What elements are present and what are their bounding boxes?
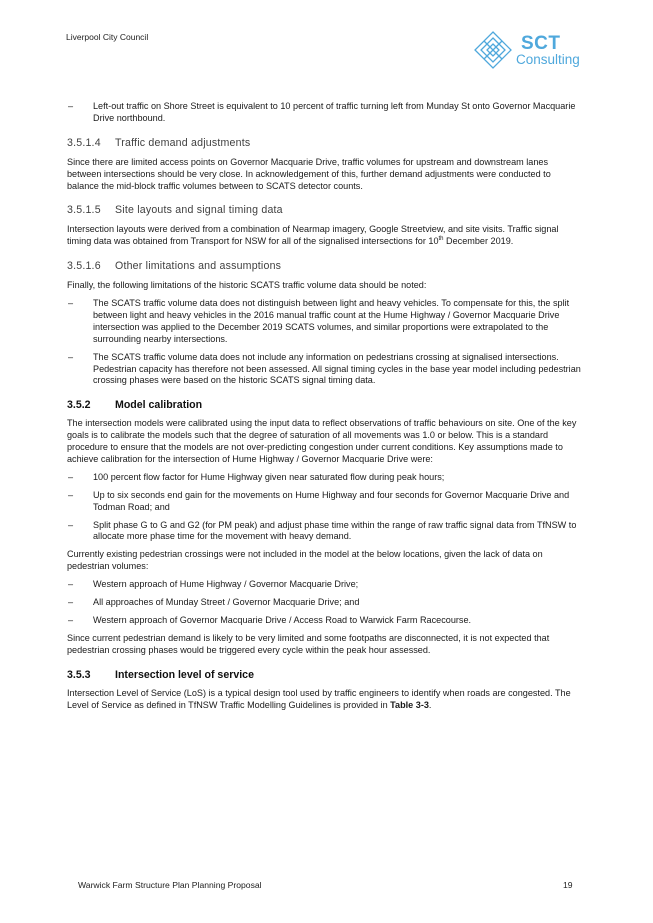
list-item: – Split phase G to G and G2 (for PM peak) and adjust phase time within the range of raw traffic signal data from TfNSW to allocate more phase time for the movement with heavy demand. <box>68 519 577 542</box>
paragraph: Intersection layouts were derived from a combination of Nearmap imagery, Google Streetview, and site visits. Traffic signal timing data was obtained from Transport for NSW for all of the signalised intersections for 10th December 2019. <box>67 224 559 247</box>
section-heading-352: 3.5.2 Model calibration <box>67 399 203 412</box>
paragraph: Intersection Level of Service (LoS) is a typical design tool used by traffic engineers to identify when roads are congested. The Level of Service as defined in TfNSW Traffic Modelling Guidelines is provided in Table 3-3. <box>67 687 571 710</box>
table-reference: Table 3-3 <box>390 699 429 710</box>
list-item: – All approaches of Munday Street / Governor Macquarie Drive; and <box>68 597 360 608</box>
header-council-name: Liverpool City Council <box>66 32 149 42</box>
paragraph: Since there are limited access points on Governor Macquarie Drive, traffic volumes for upstream and downstream lanes between intersections should be very close. In acknowledgement of this, further demand adjustments were conducted to balance the mid-block traffic volumes between to SCATS detector counts. <box>67 156 551 191</box>
main-content <box>67 101 581 717</box>
paragraph: Currently existing pedestrian crossings were not included in the model at the below locations, given the lack of data on pedestrian volumes: <box>67 549 543 572</box>
diamond-logo-icon <box>471 30 519 70</box>
section-heading-3515: 3.5.1.5 Site layouts and signal timing data <box>67 204 283 217</box>
list-item: – The SCATS traffic volume data does not include any information on pedestrians crossing at signalised intersections. Pedestrian capacity has therefore not been assessed. All signal timing cycles in the base year model including pedestrian crossing phases were based on the historic SCATS signal timing data. <box>68 351 581 386</box>
list-item: – Left-out traffic on Shore Street is equivalent to 10 percent of traffic turning left from Munday St onto Governor Macquarie Drive northbound. <box>68 101 576 123</box>
list-item: – Western approach of Governor Macquarie Drive / Access Road to Warwick Farm Racecourse. <box>68 615 472 625</box>
paragraph: The intersection models were calibrated using the input data to reflect observations of traffic behaviours on site. One of the key goals is to calibrate the models such that the degree of saturation of all movements was 1.0 or below. This is a standard procedure to ensure that the models are not over-predicting congestion under current conditions. Key assumptions made to achieve calibration for the intersection of Hume Highway / Governor Macquarie Drive were: <box>67 418 577 464</box>
list-item: – 100 percent flow factor for Hume Highway given near saturated flow during peak hours; <box>68 471 445 482</box>
logo-sct-text: SCT <box>521 33 561 54</box>
section-heading-353: 3.5.3 Intersection level of service <box>67 668 254 681</box>
list-item: – Western approach of Hume Highway / Governor Macquarie Drive; <box>68 579 359 590</box>
paragraph: Finally, the following limitations of the historic SCATS traffic volume data should be noted: <box>67 280 427 291</box>
footer-document-title: Warwick Farm Structure Plan Planning Proposal <box>78 880 262 890</box>
logo-consulting-text: Consulting <box>516 52 580 67</box>
list-item: – Up to six seconds end gain for the movements on Hume Highway and four seconds for Governor Macquarie Drive and Todman Road; and <box>68 489 570 512</box>
section-heading-3514: 3.5.1.4 Traffic demand adjustments <box>67 136 251 149</box>
footer-page-number: 19 <box>563 880 573 890</box>
sct-consulting-logo <box>471 30 589 74</box>
paragraph: Since current pedestrian demand is likely to be very limited and some footpaths are disconnected, it is not expected that pedestrian crossing phases would be triggered every cycle within the peak hour assessed. <box>67 632 550 655</box>
list-item: – The SCATS traffic volume data does not distinguish between light and heavy vehicles. To compensate for this, the split between light and heavy vehicles in the 2016 manual traffic count at the Hume Highway / Governor Macquarie Drive intersection was applied to the December 2019 SCATS volumes, and similar proportions were extrapolated to the surrounding nearby intersections. <box>68 297 570 344</box>
section-heading-3516: 3.5.1.6 Other limitations and assumptions <box>67 260 282 273</box>
